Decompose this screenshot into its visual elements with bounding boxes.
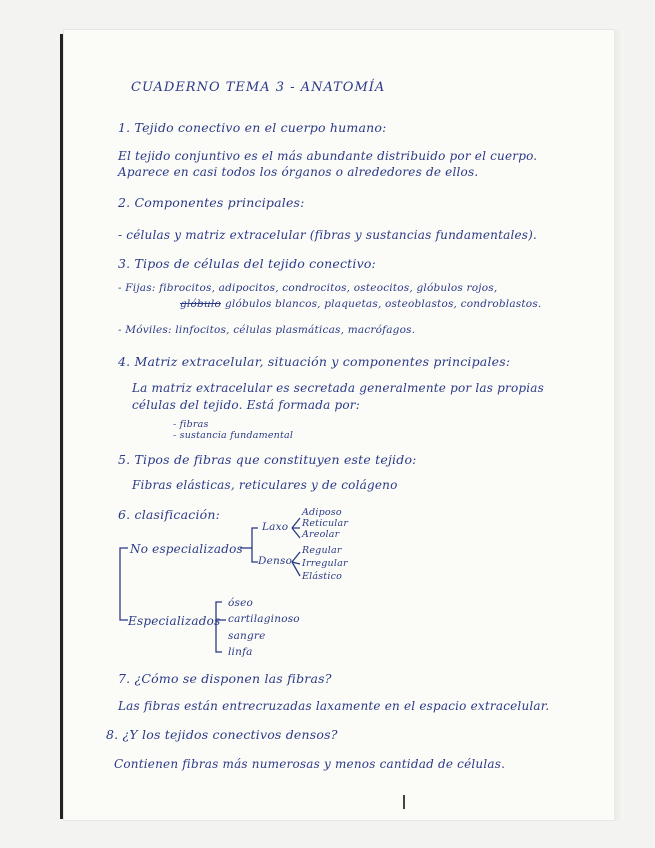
- class-especializados: Especializados: [128, 614, 221, 628]
- question-6-heading: 6. clasificación:: [118, 507, 221, 522]
- main-bracket: [120, 548, 128, 620]
- question-4-heading: 4. Matriz extracelular, situación y componentes principales:: [118, 354, 511, 369]
- question-3-struck-word: glóbulo: [180, 298, 221, 310]
- question-7-heading: 7. ¿Cómo se disponen las fibras?: [118, 671, 332, 686]
- denso-item-irregular: Irregular: [302, 558, 348, 569]
- denso-brace: [292, 552, 300, 576]
- laxo-item-areolar: Areolar: [302, 529, 340, 540]
- question-8-heading: 8. ¿Y los tejidos conectivos densos?: [106, 727, 338, 742]
- laxo-item-adiposo: Adiposo: [302, 507, 342, 518]
- question-4-item-sustancia: - sustancia fundamental: [173, 430, 294, 441]
- question-3-heading: 3. Tipos de células del tejido conectivo:: [118, 256, 376, 271]
- class-laxo: Laxo: [262, 521, 289, 533]
- question-1-answer-line-1: El tejido conjuntivo es el más abundante distribuido por el cuerpo.: [118, 149, 538, 163]
- question-2-answer: - células y matriz extracelular (fibras y sustancias fundamentales).: [118, 228, 538, 242]
- question-3-fijas-line-2: glóbulos blancos, plaquetas, osteoblastos, condroblastos.: [225, 298, 542, 310]
- class-no-especializados: No especializados: [130, 542, 243, 556]
- question-5-answer: Fibras elásticas, reticulares y de colágeno: [132, 478, 398, 492]
- esp-item-sangre: sangre: [228, 630, 266, 642]
- question-5-heading: 5. Tipos de fibras que constituyen este tejido:: [118, 452, 417, 467]
- laxo-item-reticular: Reticular: [302, 518, 349, 529]
- question-4-answer-line-2: células del tejido. Está formada por:: [132, 398, 360, 412]
- laxo-brace: [292, 518, 300, 538]
- class-denso: Denso: [258, 555, 293, 567]
- denso-item-regular: Regular: [302, 545, 342, 556]
- esp-item-cartilaginoso: cartilaginoso: [228, 613, 300, 625]
- question-7-answer: Las fibras están entrecruzadas laxamente en el espacio extracelular.: [118, 699, 550, 713]
- esp-item-oseo: óseo: [228, 597, 254, 609]
- denso-item-elastico: Elástico: [302, 571, 343, 582]
- esp-item-linfa: linfa: [228, 646, 253, 658]
- question-4-answer-line-1: La matriz extracelular es secretada generalmente por las propias: [132, 381, 545, 395]
- question-3-fijas-line-1: - Fijas: fibrocitos, adipocitos, condrocitos, osteocitos, glóbulos rojos,: [118, 282, 498, 294]
- question-4-item-fibras: - fibras: [173, 419, 209, 430]
- page-title: CUADERNO TEMA 3 - ANATOMÍA: [131, 80, 386, 95]
- question-8-answer: Contienen fibras más numerosas y menos cantidad de células.: [114, 757, 506, 771]
- question-1-heading: 1. Tejido conectivo en el cuerpo humano:: [118, 120, 387, 135]
- question-1-answer-line-2: Aparece en casi todos los órganos o alrededores de ellos.: [118, 165, 479, 179]
- question-3-moviles-line: - Móviles: linfocitos, células plasmáticas, macrófagos.: [118, 324, 416, 336]
- question-2-heading: 2. Componentes principales:: [118, 195, 305, 210]
